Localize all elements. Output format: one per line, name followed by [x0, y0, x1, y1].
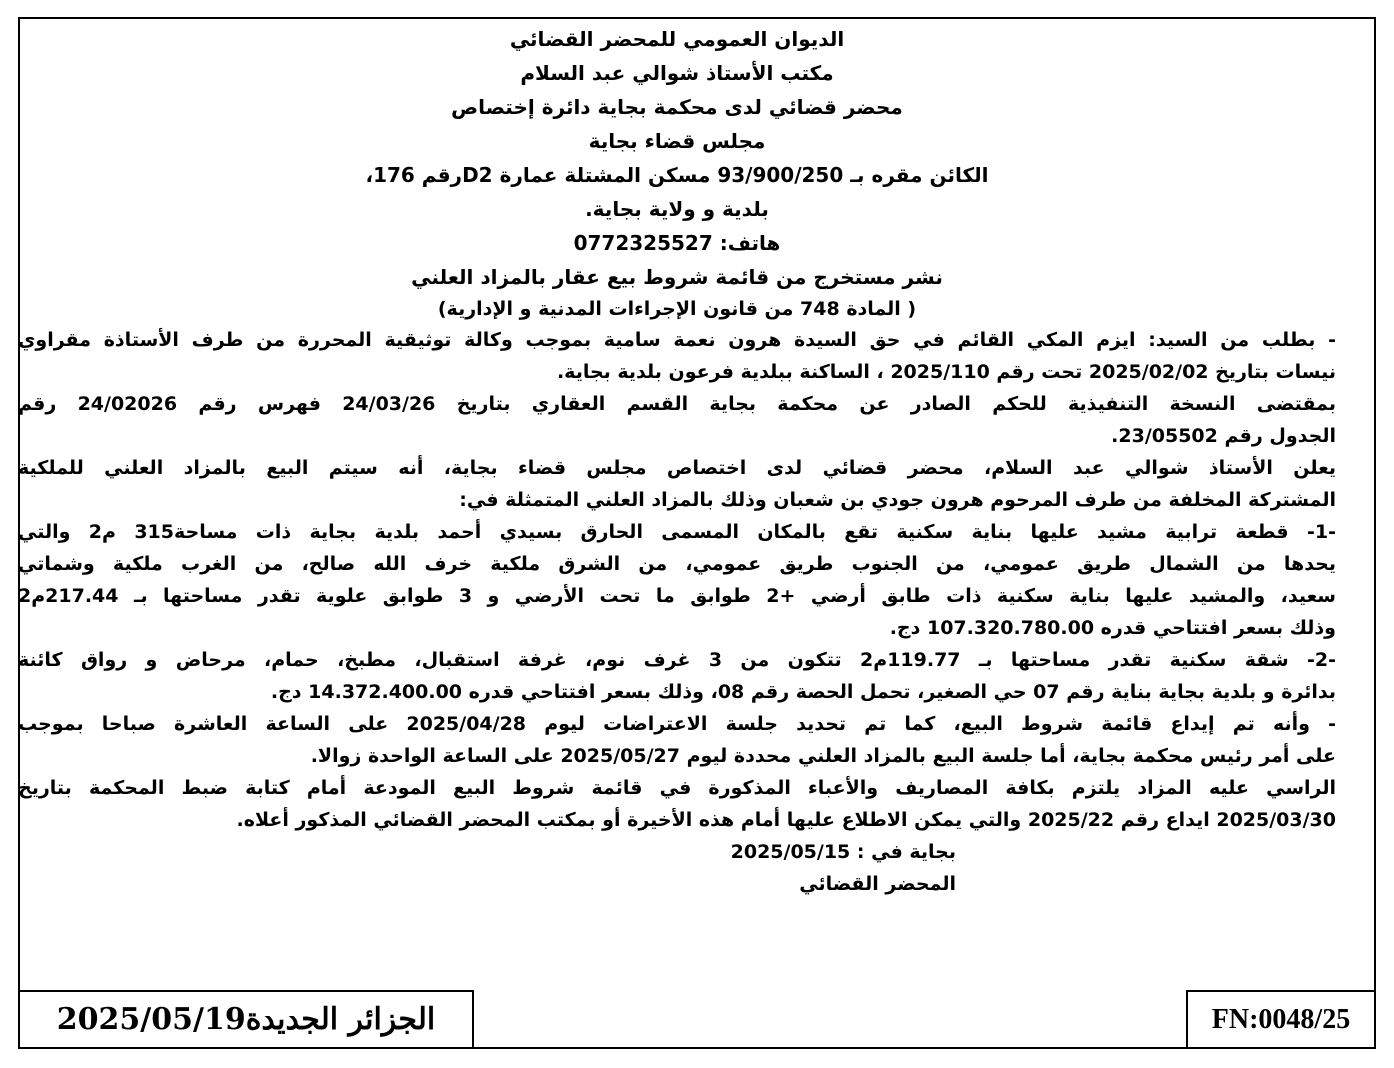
- body-line: - وأنه تم إيداع قائمة شروط البيع، كما تم تحديد جلسة الاعتراضات ليوم 2025/04/28 على الساعة العاشرة صباحا بموجب: [18, 713, 1337, 735]
- signature-place-date: بجاية في : 2025/05/15: [730, 841, 956, 863]
- body-line: المشتركة المخلفة من طرف المرحوم هرون جودي بن شعبان وذلك بالمزاد العلني المتمثلة في:: [459, 489, 1336, 511]
- body-line: - بطلب من السيد: ايزم المكي القائم في حق السيدة هرون نعمة سامية بموجب وكالة توثيقية المحررة من طرف الأستاذة مقراوي: [18, 329, 1336, 351]
- notice-legal-basis: ( المادة 748 من قانون الإجراءات المدنية و الإدارية): [437, 298, 917, 320]
- body-line: بمقتضى النسخة التنفيذية للحكم الصادر عن محكمة بجاية القسم العقاري بتاريخ 24/03/26 فهرس رقم 24/02026 رقم: [18, 393, 1336, 415]
- office-title: الديوان العمومي للمحضر القضائي: [509, 27, 845, 51]
- body-line: يحدها من الشمال طريق عمومي، من الجنوب طريق عمومي، من الشرق ملكية خرف الله صالح، من الغرب ملكية وشماتي: [18, 553, 1336, 575]
- body-line: بدائرة و بلدية بجاية بناية رقم 07 حي الصغير، تحمل الحصة رقم 08، وذلك بسعر افتتاحي قدره 14.372.400.00 دج.: [270, 681, 1336, 703]
- body-line: سعيد، والمشيد عليها بناية سكنية ذات طابق أرضي +2 طوابق ما تحت الأرضي و 3 طوابق علوية تقدر مساحتها بـ 217.44م2: [18, 585, 1336, 607]
- announcement-content: [18, 22, 1336, 900]
- reference-number-box: FN:0048/25: [1186, 990, 1376, 1049]
- signature-title: المحضر القضائي: [799, 873, 956, 895]
- body-line: -1- قطعة ترابية مشيد عليها بناية سكنية تقع بالمكان المسمى الحارق بسيدي أحمد بلدية بجاية ذات مساحة315 م2 والتي: [18, 521, 1336, 543]
- office-jurisdiction: محضر قضائي لدى محكمة بجاية دائرة إختصاص: [451, 95, 903, 119]
- body-line: 2025/03/30 ايداع رقم 2025/22 والتي يمكن الاطلاع عليها أمام هذه الأخيرة أو بمكتب المحضر القضائي المذكور أعلاه.: [236, 809, 1336, 831]
- notice-title: نشر مستخرج من قائمة شروط بيع عقار بالمزاد العلني: [411, 265, 943, 289]
- body-line: الجدول رقم 23/05502.: [1111, 425, 1336, 447]
- office-council: مجلس قضاء بجاية: [588, 129, 766, 153]
- body-line: يعلن الأستاذ شوالي عبد السلام، محضر قضائي لدى اختصاص مجلس قضاء بجاية، أنه سيتم البيع بالمزاد العلني للملكية: [18, 457, 1336, 479]
- body-line: -2- شقة سكنية تقدر مساحتها بـ 119.77م2 تتكون من 3 غرف نوم، غرفة استقبال، مطبخ، حمام، مرحاض و رواق كائنة: [18, 649, 1336, 671]
- body-line: الراسي عليه المزاد يلتزم بكافة المصاريف والأعباء المذكورة في قائمة شروط البيع المودعة أمام كتابة ضبط المحكمة بتاريخ: [18, 777, 1336, 799]
- office-municipality: بلدية و ولاية بجاية.: [585, 197, 769, 221]
- office-address: الكائن مقره بـ 93/900/250 مسكن المشتلة عمارة D2رقم 176،: [365, 163, 989, 187]
- body-line: نيسات بتاريخ 2025/02/02 تحت رقم 2025/110 ، الساكنة ببلدية فرعون بلدية بجاية.: [556, 361, 1336, 383]
- publication-date-box: الجزائر الجديدة2025/05/19: [18, 990, 474, 1049]
- body-line: وذلك بسعر افتتاحي قدره 107.320.780.00 دج.: [889, 617, 1336, 639]
- body-line: على أمر رئيس محكمة بجاية، أما جلسة البيع بالمزاد العلني محددة ليوم 2025/05/27 على الساعة الواحدة زوالا.: [310, 745, 1336, 767]
- office-name: مكتب الأستاذ شوالي عبد السلام: [520, 61, 834, 85]
- office-phone: هاتف: 0772325527: [573, 231, 781, 255]
